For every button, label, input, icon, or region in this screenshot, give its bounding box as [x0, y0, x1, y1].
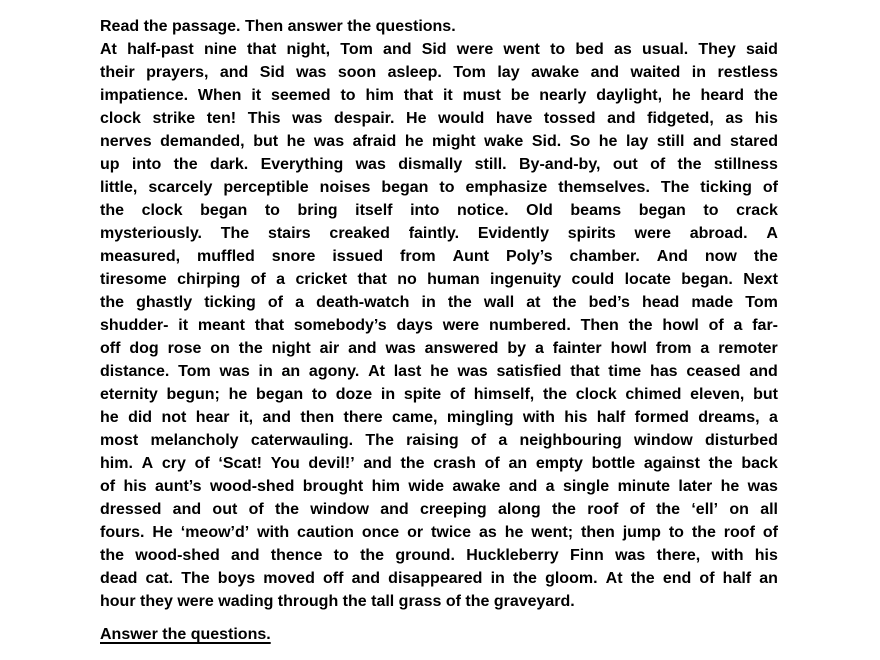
passage-line: distance. Tom was in an agony. At last he was satisfied that time has ceased and: [100, 363, 778, 380]
passage-line: of his aunt’s wood-shed brought him wide awake and a single minute later he was: [100, 478, 778, 495]
passage-line: fours. He ‘meow’d’ with caution once or twice as he went; then jump to the roof of: [100, 524, 778, 541]
passage-line: hour they were wading through the tall grass of the graveyard.: [100, 593, 575, 610]
passage-lines: [100, 38, 778, 613]
passage-line: he did not hear it, and then there came, mingling with his half formed dreams, a: [100, 409, 778, 426]
passage-line: the wood-shed and thence to the ground. Huckleberry Finn was there, with his: [100, 547, 778, 564]
passage-line: impatience. When it seemed to him that it must be nearly daylight, he heard the: [100, 87, 778, 104]
passage-line: up into the dark. Everything was dismally still. By-and-by, out of the stillness: [100, 156, 778, 173]
passage-line: dead cat. The boys moved off and disappeared in the gloom. At the end of half an: [100, 570, 778, 587]
passage-line: him. A cry of ‘Scat! You devil!’ and the crash of an empty bottle against the back: [100, 455, 778, 472]
passage-line: At half-past nine that night, Tom and Sid were went to bed as usual. They said: [100, 41, 778, 58]
passage-line: their prayers, and Sid was soon asleep. Tom lay awake and waited in restless: [100, 64, 778, 81]
passage-line: off dog rose on the night air and was answered by a fainter howl from a remoter: [100, 340, 778, 357]
passage-line: tiresome chirping of a cricket that no human ingenuity could locate began. Next: [100, 271, 778, 288]
passage-line: measured, muffled snore issued from Aunt Poly’s chamber. And now the: [100, 248, 778, 265]
passage-line: shudder- it meant that somebody’s days were numbered. Then the howl of a far-: [100, 317, 778, 334]
passage-line: the ghastly ticking of a death-watch in the wall at the bed’s head made Tom: [100, 294, 778, 311]
instruction-line: Read the passage. Then answer the questions.: [100, 18, 456, 35]
passage-block: [100, 15, 778, 646]
passage-line: eternity begun; he began to doze in spite of himself, the clock chimed eleven, but: [100, 386, 778, 403]
passage-line: mysteriously. The stairs creaked faintly. Evidently spirits were abroad. A: [100, 225, 778, 242]
passage-line: the clock began to bring itself into notice. Old beams began to crack: [100, 202, 778, 219]
answer-questions-heading: Answer the questions.: [100, 626, 271, 643]
passage-line: nerves demanded, but he was afraid he might wake Sid. So he lay still and stared: [100, 133, 778, 150]
passage-line: most melancholy caterwauling. The raising of a neighbouring window disturbed: [100, 432, 778, 449]
passage-line: little, scarcely perceptible noises began to emphasize themselves. The ticking of: [100, 179, 778, 196]
passage-line: clock strike ten! This was despair. He would have tossed and fidgeted, as his: [100, 110, 778, 127]
passage-line: dressed and out of the window and creeping along the roof of the ‘ell’ on all: [100, 501, 778, 518]
